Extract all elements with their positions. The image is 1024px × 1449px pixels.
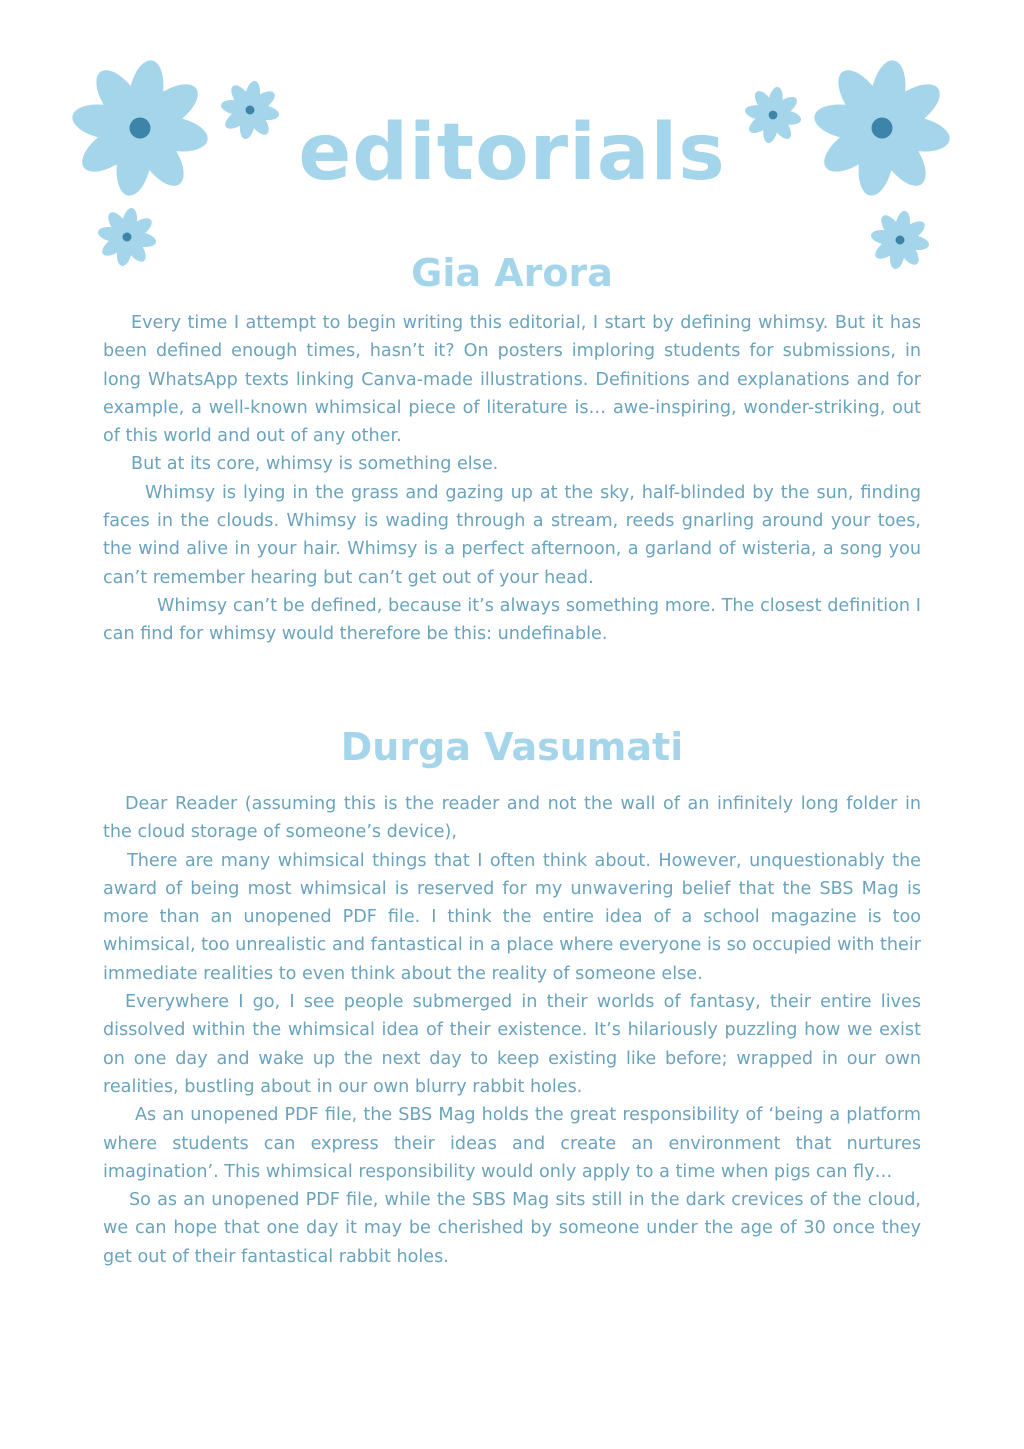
paragraph: As an unopened PDF file, the SBS Mag holds the great responsibility of ‘being a platform where students can express their ideas and create an environment that nurtures imagination’. This whimsical responsibility would only apply to a time when pigs can fly…	[103, 1105, 921, 1182]
paragraph: So as an unopened PDF file, while the SBS Mag sits still in the dark crevices of the cloud, we can hope that one day it may be cherished by someone under the age of 30 once they get out of their fantastical rabbit holes.	[103, 1190, 921, 1267]
editorial-author: Durga Vasumati	[340, 725, 684, 769]
paragraph: There are many whimsical things that I often think about. However, unquestionably the award of being most whimsical is reserved for my unwavering belief that the SBS Mag is more than an unopened PDF file. I think the entire idea of a school magazine is too whimsical, too unrealistic and fantastical in a place where everyone is so occupied with their immediate realities to even think about the reality of someone else.	[103, 850, 921, 984]
paragraph: Every time I attempt to begin writing this editorial, I start by defining whimsy. But it has been defined enough times, hasn’t it? On posters imploring students for submissions, in long WhatsApp texts linking Canva-made illustrations. Definitions and explanations and for example, a well-known whimsical piece of literature is… awe-inspiring, wonder-striking, out of this world and out of any other.	[103, 313, 921, 447]
paragraph: Dear Reader (assuming this is the reader and not the wall of an infinitely long folder in the cloud storage of someone’s device),	[103, 794, 921, 843]
editorial-body	[103, 309, 921, 649]
flower-center	[123, 233, 132, 242]
flower-center	[896, 236, 905, 245]
page-title: editorials	[298, 108, 726, 198]
paragraph: Whimsy can’t be defined, because it’s always something more. The closest definition I can find for whimsy would therefore be this: undefinable.	[103, 595, 921, 645]
paragraph: Whimsy is lying in the grass and gazing up at the sky, half-blinded by the sun, finding faces in the clouds. Whimsy is wading through a stream, reeds gnarling around your toes, the wind alive in your hair. Whimsy is a perfect afternoon, a garland of wisteria, a song you can’t remember hearing but can’t get out of your head.	[103, 482, 921, 588]
editorial-author: Gia Arora	[411, 251, 613, 295]
paragraph: Everywhere I go, I see people submerged in their worlds of fantasy, their entire lives dissolved within the whimsical idea of their existence. It’s hilariously puzzling how we exist on one day and wake up the next day to keep existing like before; wrapped in our own realities, bustling about in our own blurry rabbit holes.	[103, 992, 921, 1097]
paragraph: But at its core, whimsy is something else.	[131, 454, 499, 475]
editorial-body	[103, 790, 921, 1271]
